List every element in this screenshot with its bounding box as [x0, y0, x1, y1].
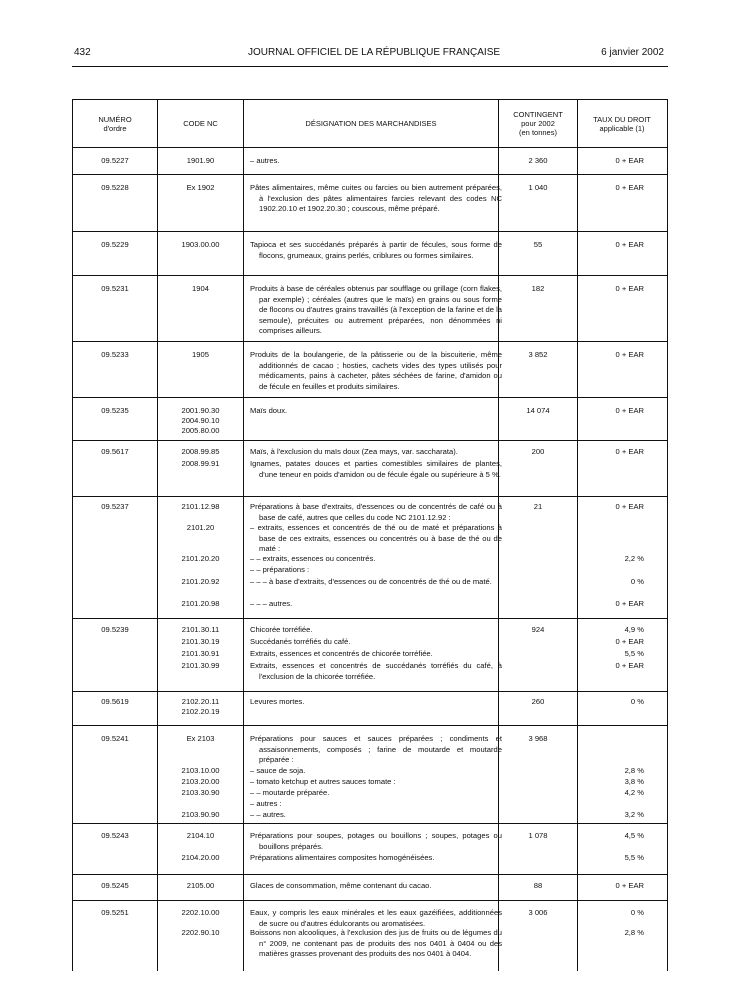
nc-code: 2103.90.90 [181, 810, 220, 819]
duty-rate: 0 + EAR [615, 881, 644, 890]
duty-rate: 0 + EAR [615, 406, 644, 415]
nc-code: Ex 2103 [186, 734, 215, 743]
designation-text: Produits à base de céréales obtenus par soufflage ou grillage (corn flakes, par exemple) ; céréales (autres que le maïs) en grains ou sous forme de flocons ou d'autres grains travaillés (à l'exception de la farine et de la semoule), précuites ou autrement préparées, non dénommées ni comprises ailleurs. [250, 284, 502, 336]
designation-text: Glaces de consommation, même contenant du cacao. [250, 881, 432, 890]
nc-code: 2103.30.90 [181, 788, 220, 797]
order-number: 09.5617 [101, 447, 129, 456]
column-header-numero: NUMÉRO d'ordre [98, 114, 132, 133]
order-number: 09.5245 [101, 881, 129, 890]
nc-code: 2101.20.98 [181, 599, 220, 608]
duty-rate: 2,8 % [624, 928, 644, 937]
order-number: 09.5228 [101, 183, 129, 192]
designation-text: Tapioca et ses succédanés préparés à partir de fécules, sous forme de flocons, grumeaux, grains perlés, criblures ou formes similaires. [250, 240, 502, 260]
quota-tonnes: 260 [531, 697, 545, 706]
designation-text: – extraits, essences et concentrés de thé ou de maté et préparations à base de ces extraits, essences ou concentrés ou à base de thé ou de maté : [250, 523, 502, 554]
quota-tonnes: 200 [531, 447, 545, 456]
designation-text: Maïs, à l'exclusion du maïs doux (Zea mays, var. saccharata). [250, 447, 458, 456]
nc-code: 2004.90.10 [181, 416, 220, 425]
designation-text: Préparations pour soupes, potages ou bouillons ; soupes, potages ou bouillons préparés. [250, 831, 502, 851]
duty-rate: 0 + EAR [615, 350, 644, 359]
duty-rate: 4,2 % [624, 788, 644, 797]
journal-title: JOURNAL OFFICIEL DE LA RÉPUBLIQUE FRANÇAISE [247, 47, 501, 58]
nc-code: 1903.00.00 [181, 240, 220, 249]
designation-text: Boissons non alcooliques, à l'exclusion des jus de fruits ou de légumes du n° 2009, ne contenant pas de produits des nos 0401 à 0404 ou des matières grasses provenant des produits des nos 0401 à 0404. [250, 928, 502, 959]
nc-code: 2103.20.00 [181, 777, 220, 786]
nc-code: 2008.99.91 [181, 459, 220, 468]
designation-text: Pâtes alimentaires, même cuites ou farcies ou bien autrement préparées, à l'exclusion des pâtes alimentaires farcies relevant des codes NC 1902.20.10 et 1902.20.30 ; couscous, même préparé. [250, 183, 502, 214]
duty-rate: 4,5 % [624, 831, 644, 840]
nc-code: 2001.90.30 [181, 406, 220, 415]
column-header-code-nc: CODE NC [183, 119, 218, 128]
quota-tonnes: 88 [533, 881, 543, 890]
designation-text: – autres : [250, 799, 282, 808]
duty-rate: 0 % [630, 908, 644, 917]
quota-tonnes: 14 074 [526, 406, 550, 415]
duty-rate: 0 % [630, 697, 644, 706]
designation-text: – – – à base d'extraits, d'essences ou de concentrés de thé ou de maté. [250, 577, 492, 586]
table-row [73, 692, 667, 726]
table-row [73, 342, 667, 398]
order-number: 09.5619 [101, 697, 129, 706]
tariff-quota-table [72, 99, 668, 971]
order-number: 09.5233 [101, 350, 129, 359]
duty-rate: 2,2 % [624, 554, 644, 563]
designation-text: – autres. [250, 156, 280, 165]
nc-code: 1905 [192, 350, 209, 359]
duty-rate: 0 + EAR [615, 156, 644, 165]
nc-code: 2105.00 [186, 881, 215, 890]
duty-rate: 0 + EAR [615, 637, 644, 646]
table-row [73, 276, 667, 342]
order-number: 09.5227 [101, 156, 129, 165]
nc-code: 2101.30.99 [181, 661, 220, 670]
nc-code: 2104.20.00 [181, 853, 220, 862]
header-rule [72, 66, 668, 67]
nc-code: 2008.99.85 [181, 447, 220, 456]
designation-text: Préparations à base d'extraits, d'essences ou de concentrés de café ou à base de café, autres que celles du code NC 2101.12.92 : [250, 502, 502, 522]
designation-text: Extraits, essences et concentrés de chicorée torréfiée. [250, 649, 433, 658]
table-row [73, 232, 667, 276]
publication-date: 6 janvier 2002 [601, 47, 664, 58]
nc-code: 2005.80.00 [181, 426, 220, 435]
nc-code: 2101.20.92 [181, 577, 220, 586]
designation-text: – – extraits, essences ou concentrés. [250, 554, 376, 563]
designation-text: Préparations pour sauces et sauces préparées ; condiments et assaisonnements, composés ; farine de moutarde et moutarde préparée : [250, 734, 502, 765]
quota-tonnes: 924 [531, 625, 545, 634]
table-row [73, 726, 667, 824]
designation-text: Extraits, essences et concentrés de succédanés torréfiés du café, à l'exclusion de la chicorée torréfiée. [250, 661, 502, 681]
nc-code: 2102.20.19 [181, 707, 220, 716]
quota-tonnes: 1 078 [528, 831, 548, 840]
quota-tonnes: 21 [533, 502, 543, 511]
column-header-taux: TAUX DU DROIT applicable (1) [593, 114, 651, 133]
table-body [73, 148, 667, 971]
duty-rate: 0 % [630, 577, 644, 586]
order-number: 09.5231 [101, 284, 129, 293]
column-header-designation: DÉSIGNATION DES MARCHANDISES [305, 119, 437, 128]
nc-code: Ex 1902 [186, 183, 215, 192]
quota-tonnes: 1 040 [528, 183, 548, 192]
table-row [73, 441, 667, 497]
designation-text: Maïs doux. [250, 406, 288, 415]
quota-tonnes: 3 006 [528, 908, 548, 917]
nc-code: 2101.12.98 [181, 502, 220, 511]
duty-rate: 0 + EAR [615, 240, 644, 249]
designation-text: – sauce de soja. [250, 766, 306, 775]
duty-rate: 5,5 % [624, 649, 644, 658]
duty-rate: 3,8 % [624, 777, 644, 786]
table-row [73, 148, 667, 175]
nc-code: 2202.90.10 [181, 928, 220, 937]
quota-tonnes: 182 [531, 284, 545, 293]
nc-code: 2103.10.00 [181, 766, 220, 775]
designation-text: – tomato ketchup et autres sauces tomate : [250, 777, 396, 786]
designation-text: Chicorée torréfiée. [250, 625, 313, 634]
nc-code: 2104.10 [186, 831, 215, 840]
designation-text: – – – autres. [250, 599, 293, 608]
duty-rate: 0 + EAR [615, 183, 644, 192]
duty-rate: 0 + EAR [615, 661, 644, 670]
order-number: 09.5235 [101, 406, 129, 415]
duty-rate: 0 + EAR [615, 447, 644, 456]
column-header-contingent: CONTINGENT pour 2002 (en tonnes) [513, 110, 563, 137]
nc-code: 1904 [192, 284, 209, 293]
designation-text: – – autres. [250, 810, 286, 819]
designation-text: Succédanés torréfiés du café. [250, 637, 351, 646]
order-number: 09.5237 [101, 502, 129, 511]
quota-tonnes: 3 852 [528, 350, 548, 359]
quota-tonnes: 3 968 [528, 734, 548, 743]
order-number: 09.5241 [101, 734, 129, 743]
nc-code: 2102.20.11 [181, 697, 220, 706]
quota-tonnes: 55 [533, 240, 543, 249]
duty-rate: 0 + EAR [615, 502, 644, 511]
nc-code: 2101.30.19 [181, 637, 220, 646]
order-number: 09.5243 [101, 831, 129, 840]
designation-text: Préparations alimentaires composites homogénéisées. [250, 853, 435, 862]
table-row [73, 875, 667, 901]
designation-text: Eaux, y compris les eaux minérales et les eaux gazéifiées, additionnées de sucre ou d'autres édulcorants ou aromatisées. [250, 908, 502, 928]
duty-rate: 2,8 % [624, 766, 644, 775]
table-header [73, 100, 667, 148]
nc-code: 1901.90 [186, 156, 215, 165]
designation-text: Produits de la boulangerie, de la pâtisserie ou de la biscuiterie, même additionnés de cacao ; hosties, cachets vides des types utilisés pour médicaments, pains à cacheter, pâtes séchées de farine, d'amidon ou de fécule en feuilles et produits similaires. [250, 350, 502, 391]
duty-rate: 0 + EAR [615, 599, 644, 608]
nc-code: 2101.30.11 [181, 625, 220, 634]
nc-code: 2101.20 [186, 523, 215, 532]
designation-text: Levures mortes. [250, 697, 305, 706]
order-number: 09.5239 [101, 625, 129, 634]
table-row [73, 824, 667, 875]
duty-rate: 3,2 % [624, 810, 644, 819]
duty-rate: 5,5 % [624, 853, 644, 862]
designation-text: Ignames, patates douces et parties comestibles similaires de plantes, d'une teneur en poids d'amidon ou de fécule égale ou supérieure à 5 %. [250, 459, 502, 479]
nc-code: 2202.10.00 [181, 908, 220, 917]
nc-code: 2101.20.20 [181, 554, 220, 563]
table-row [73, 497, 667, 619]
order-number: 09.5229 [101, 240, 129, 249]
table-row [73, 175, 667, 232]
designation-text: – – préparations : [250, 565, 310, 574]
duty-rate: 0 + EAR [615, 284, 644, 293]
duty-rate: 4,9 % [624, 625, 644, 634]
nc-code: 2101.30.91 [181, 649, 220, 658]
designation-text: – – moutarde préparée. [250, 788, 330, 797]
table-row [73, 619, 667, 692]
quota-tonnes: 2 360 [528, 156, 548, 165]
table-row [73, 901, 667, 971]
table-row [73, 398, 667, 441]
order-number: 09.5251 [101, 908, 129, 917]
page-number: 432 [74, 47, 91, 58]
